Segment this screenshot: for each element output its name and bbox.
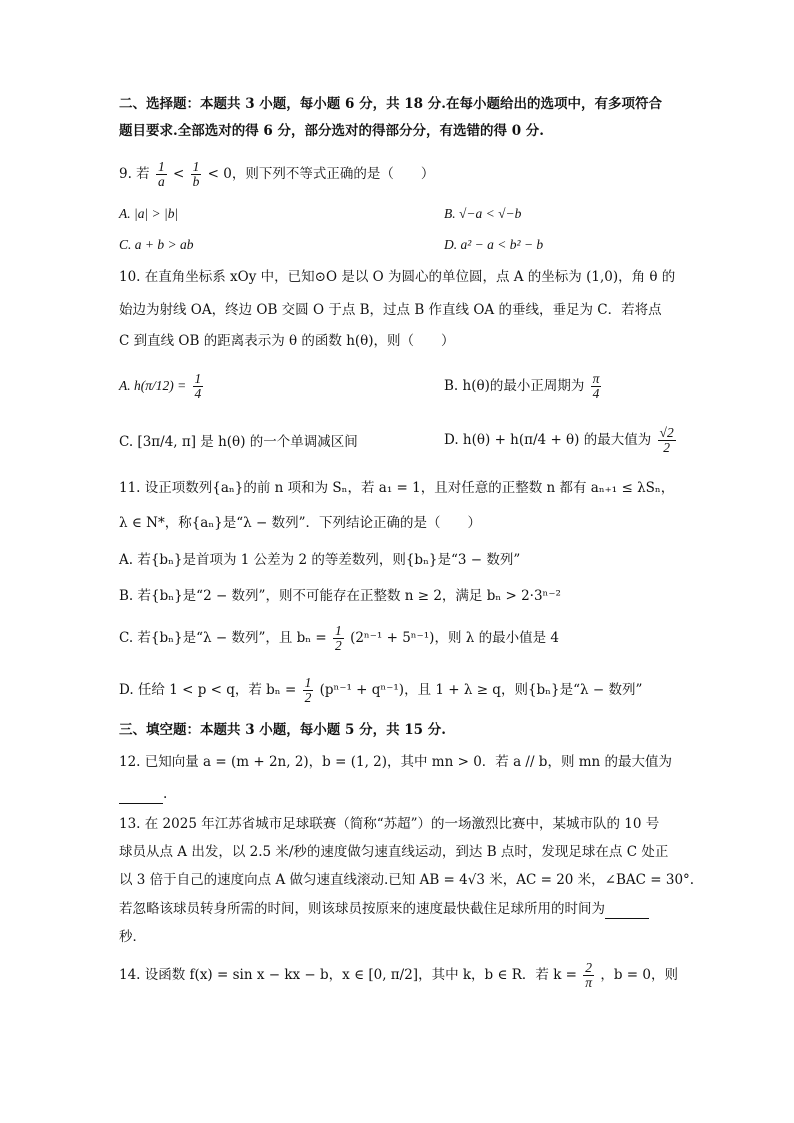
q10-d-frac: $\frac{√2}{2}$: [659, 425, 674, 455]
q9-suffix: < 0，则下列不等式正确的是（ ）: [207, 166, 435, 182]
q13-answer-blank[interactable]: [605, 904, 649, 919]
q11-option-c: C. 若{bₙ}是“λ − 数列”，且 bₙ = $\frac{1}{2}$ (2ⁿ⁻¹ + 5ⁿ⁻¹)，则 λ 的最小值是 4: [119, 623, 559, 653]
q14-k-frac: $\frac{2}{\pi}$: [585, 960, 593, 990]
q11-c-frac: $\frac{1}{2}$: [335, 623, 342, 653]
q11-option-a: A. 若{bₙ}是首项为 1 公差为 2 的等差数列，则{bₙ}是“3 − 数列”: [119, 552, 521, 568]
q11-d-frac: $\frac{1}{2}$: [304, 675, 312, 705]
q9-option-a: A. |a| > |b|: [119, 206, 179, 221]
q10-option-d: D. h(θ) + h(π/4 + θ) 的最大值为 $\frac{√2}{2}$: [444, 425, 674, 455]
q14-stem-line1: 14. 设函数 f(x) = sin x − kx − b，x ∈ [0, π/2]，其中 k，b ∈ R．若 k = $\frac{2}{\pi}$ ，b = 0，则: [119, 960, 678, 990]
q10-stem-line3: C 到直线 OB 的距离表示为 θ 的函数 h(θ)，则（ ）: [119, 333, 455, 349]
q13-stem-line4: 若忽略该球员转身所需的时间，则该球员按原来的速度最快截住足球所用的时间为: [119, 899, 649, 919]
q9-option-b: B. √−a < √−b: [444, 206, 522, 221]
q9-option-c: C. a + b > ab: [119, 237, 194, 252]
q10-option-b: B. h(θ)的最小正周期为 $\frac{\pi}{4}$: [444, 371, 600, 401]
q10-option-a: A. h(π/12) = $\frac{1}{4}$: [119, 371, 202, 401]
question-9-stem: [119, 160, 434, 189]
q13-stem-line2: 球员从点 A 出发，以 2.5 米/秒的速度做匀速直线运动，到达 B 点时，发现足球在点 C 处正: [119, 844, 669, 860]
q13-stem-line3: 以 3 倍于自己的速度向点 A 做匀速直线滚动.已知 AB = 4√3 米，AC = 20 米，∠BAC = 30°.: [119, 872, 695, 888]
q9-frac1: $\frac{1}{a}$: [157, 159, 165, 189]
q10-a-frac: $\frac{1}{4}$: [194, 371, 202, 401]
q10-stem-line2: 始边为射线 OA，终边 OB 交圆 O 于点 B，过点 B 作直线 OA 的垂线，垂足为 C．若将点: [119, 302, 662, 318]
q10-stem-line1: 10. 在直角坐标系 xOy 中，已知⊙O 是以 O 为圆心的单位圆，点 A 的坐标为 (1,0)，角 θ 的: [119, 269, 676, 285]
q10-b-frac: $\frac{\pi}{4}$: [592, 371, 600, 401]
section2-heading-line2: 题目要求.全部选对的得 6 分，部分选对的得部分分，有选错的得 0 分.: [119, 123, 544, 139]
q9-frac2: $\frac{1}{b}$: [192, 159, 200, 189]
q11-option-b: B. 若{bₙ}是“2 − 数列”，则不可能存在正整数 n ≥ 2，满足 bₙ > 2·3ⁿ⁻²: [119, 588, 561, 604]
q11-stem-line2: λ ∈ N*，称{aₙ}是“λ − 数列”．下列结论正确的是（ ）: [119, 515, 482, 531]
q13-stem-line1: 13. 在 2025 年江苏省城市足球联赛（简称“苏超”）的一场激烈比赛中，某城市队的 10 号: [119, 816, 660, 832]
section3-heading: 三、填空题：本题共 3 小题，每小题 5 分，共 15 分.: [119, 722, 446, 738]
q9-prefix: 9. 若: [119, 166, 150, 182]
q9-option-d: D. a² − a < b² − b: [444, 237, 544, 252]
q9-lt: <: [173, 166, 185, 182]
q11-option-d: D. 任给 1 < p < q，若 bₙ = $\frac{1}{2}$ (pⁿ⁻¹ + qⁿ⁻¹)，且 1 + λ ≥ q，则{bₙ}是“λ − 数列”: [119, 675, 643, 705]
q11-stem-line1: 11. 设正项数列{aₙ}的前 n 项和为 Sₙ，若 a₁ = 1，且对任意的正整数 n 都有 aₙ₊₁ ≤ λSₙ，: [119, 480, 675, 496]
q10-option-c: C. [3π/4, π] 是 h(θ) 的一个单调减区间: [119, 434, 358, 450]
q12-answer-blank[interactable]: [119, 789, 163, 804]
q13-stem-line5: 秒．: [119, 929, 146, 945]
q12-answer-line: .: [119, 784, 167, 804]
q12-stem-line1: 12. 已知向量 a = (m + 2n, 2)，b = (1, 2)，其中 mn > 0．若 a // b，则 mn 的最大值为: [119, 754, 673, 770]
section2-heading-line1: 二、选择题：本题共 3 小题，每小题 6 分，共 18 分.在每小题给出的选项中，有多项符合: [119, 96, 662, 112]
